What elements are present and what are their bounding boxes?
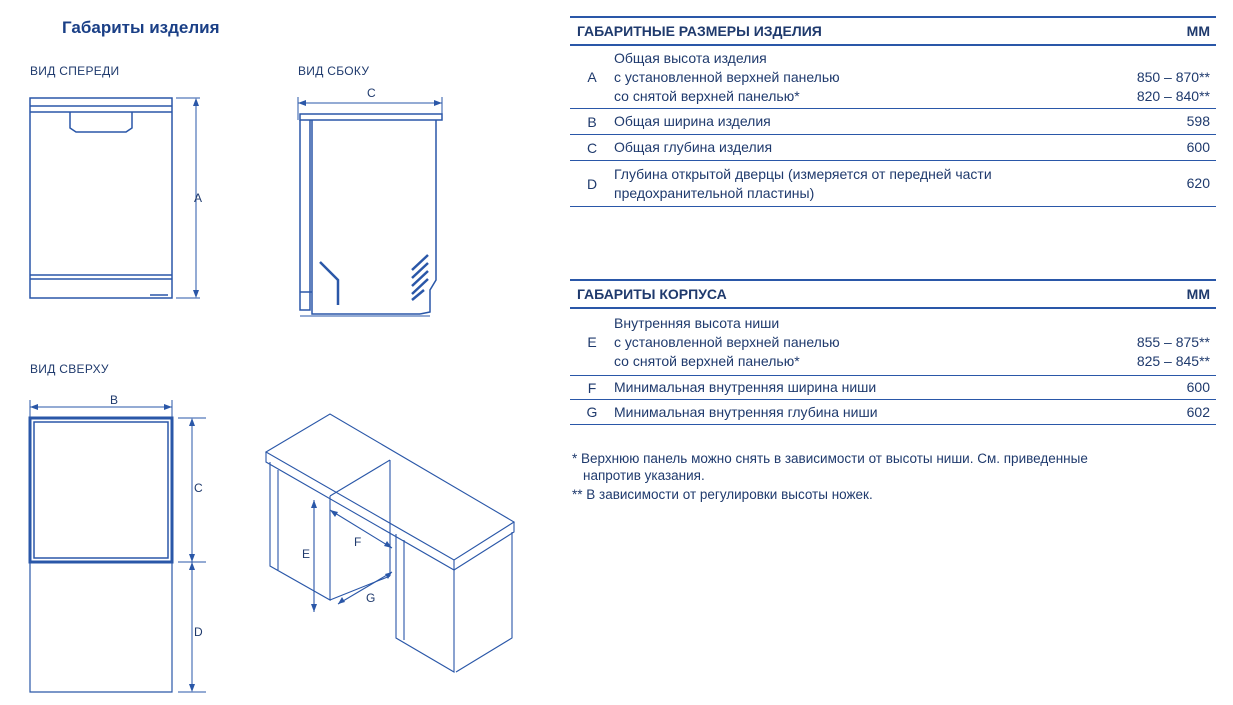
niche-isometric-drawing (266, 414, 514, 672)
row-key: G (586, 404, 598, 420)
row-value-line (1080, 314, 1210, 333)
footnote-1-line2: напротив указания. (583, 468, 705, 483)
table2-header (570, 279, 1216, 309)
niche-dimensions-table (570, 279, 1216, 425)
footnote-1-line1: * Верхнюю панель можно снять в зависимости от высоты ниши. См. приведенные (572, 451, 1088, 466)
top-view-drawing (30, 400, 206, 692)
row-description: Общая глубина изделия (614, 139, 773, 155)
dim-label-d: D (194, 625, 203, 639)
table-row (570, 135, 1216, 161)
dim-label-c-top: C (194, 481, 203, 495)
product-dimensions-table (570, 16, 1216, 207)
dim-label-e: E (302, 547, 311, 561)
row-description: Общая ширина изделия (614, 113, 771, 129)
dim-label-f: F (354, 535, 362, 549)
table-row (570, 376, 1216, 400)
side-view-label: ВИД СБОКУ (298, 64, 370, 78)
row-value: 620 (1186, 175, 1210, 191)
row-line: Общая высота изделия (614, 49, 767, 66)
row-value-line: 820 – 840** (1136, 87, 1210, 104)
dim-label-b: B (110, 393, 119, 407)
footnote-1 (572, 450, 1222, 484)
row-value (1080, 314, 1216, 371)
front-handle (70, 112, 132, 132)
row-line: Внутренняя высота ниши (614, 314, 780, 331)
row-key: F (587, 379, 597, 396)
page-title: Габариты изделия (62, 18, 220, 37)
row-description (614, 165, 1080, 203)
table2-unit: ММ (1186, 286, 1210, 302)
front-view-drawing (30, 98, 203, 298)
row-line: Глубина открытой дверцы (измеряется от передней части (614, 165, 992, 182)
row-value-line: 825 – 845** (1136, 352, 1210, 369)
dim-label-c-side: C (367, 86, 376, 100)
row-value: 602 (1186, 403, 1210, 420)
footnote-2: ** В зависимости от регулировки высоты ножек. (572, 487, 873, 502)
front-outline (30, 98, 172, 298)
dimension-drawings (0, 0, 560, 705)
row-line: со снятой верхней панелью* (614, 352, 800, 369)
row-description: Минимальная внутренняя глубина ниши (614, 403, 878, 420)
row-key: D (586, 175, 598, 192)
table-row (570, 46, 1216, 109)
row-key: E (587, 334, 597, 350)
row-line: с установленной верхней панелью (614, 68, 840, 85)
row-description: Минимальная внутренняя ширина ниши (614, 379, 877, 395)
table1-unit: ММ (1186, 23, 1210, 39)
front-view-label: ВИД СПЕРЕДИ (30, 64, 120, 78)
row-value: 600 (1186, 139, 1210, 155)
table-row (570, 309, 1216, 376)
row-value: 598 (1186, 113, 1210, 129)
table-row (570, 161, 1216, 207)
dim-label-g: G (366, 591, 376, 605)
row-key: C (586, 139, 598, 156)
top-view-label: ВИД СВЕРХУ (30, 362, 109, 376)
side-view-drawing (298, 97, 442, 316)
row-description (614, 49, 1080, 106)
row-description (614, 314, 1080, 371)
row-value: 600 (1186, 379, 1210, 395)
dim-label-a: A (194, 191, 203, 205)
table1-title: ГАБАРИТНЫЕ РАЗМЕРЫ ИЗДЕЛИЯ (577, 23, 822, 39)
row-line: со снятой верхней панелью* (614, 87, 800, 104)
row-key: A (587, 69, 597, 85)
table-row (570, 109, 1216, 135)
table-row (570, 400, 1216, 425)
table2-title: ГАБАРИТЫ КОРПУСА (577, 286, 727, 302)
table1-header (570, 16, 1216, 46)
row-line: с установленной верхней панелью (614, 333, 840, 350)
row-value (1080, 49, 1216, 106)
row-key: B (587, 113, 597, 130)
row-line: предохранительной пластины) (614, 184, 815, 201)
row-value-line: 850 – 870** (1136, 68, 1210, 85)
row-value-line (1080, 49, 1210, 68)
row-value-line: 855 – 875** (1136, 333, 1210, 350)
